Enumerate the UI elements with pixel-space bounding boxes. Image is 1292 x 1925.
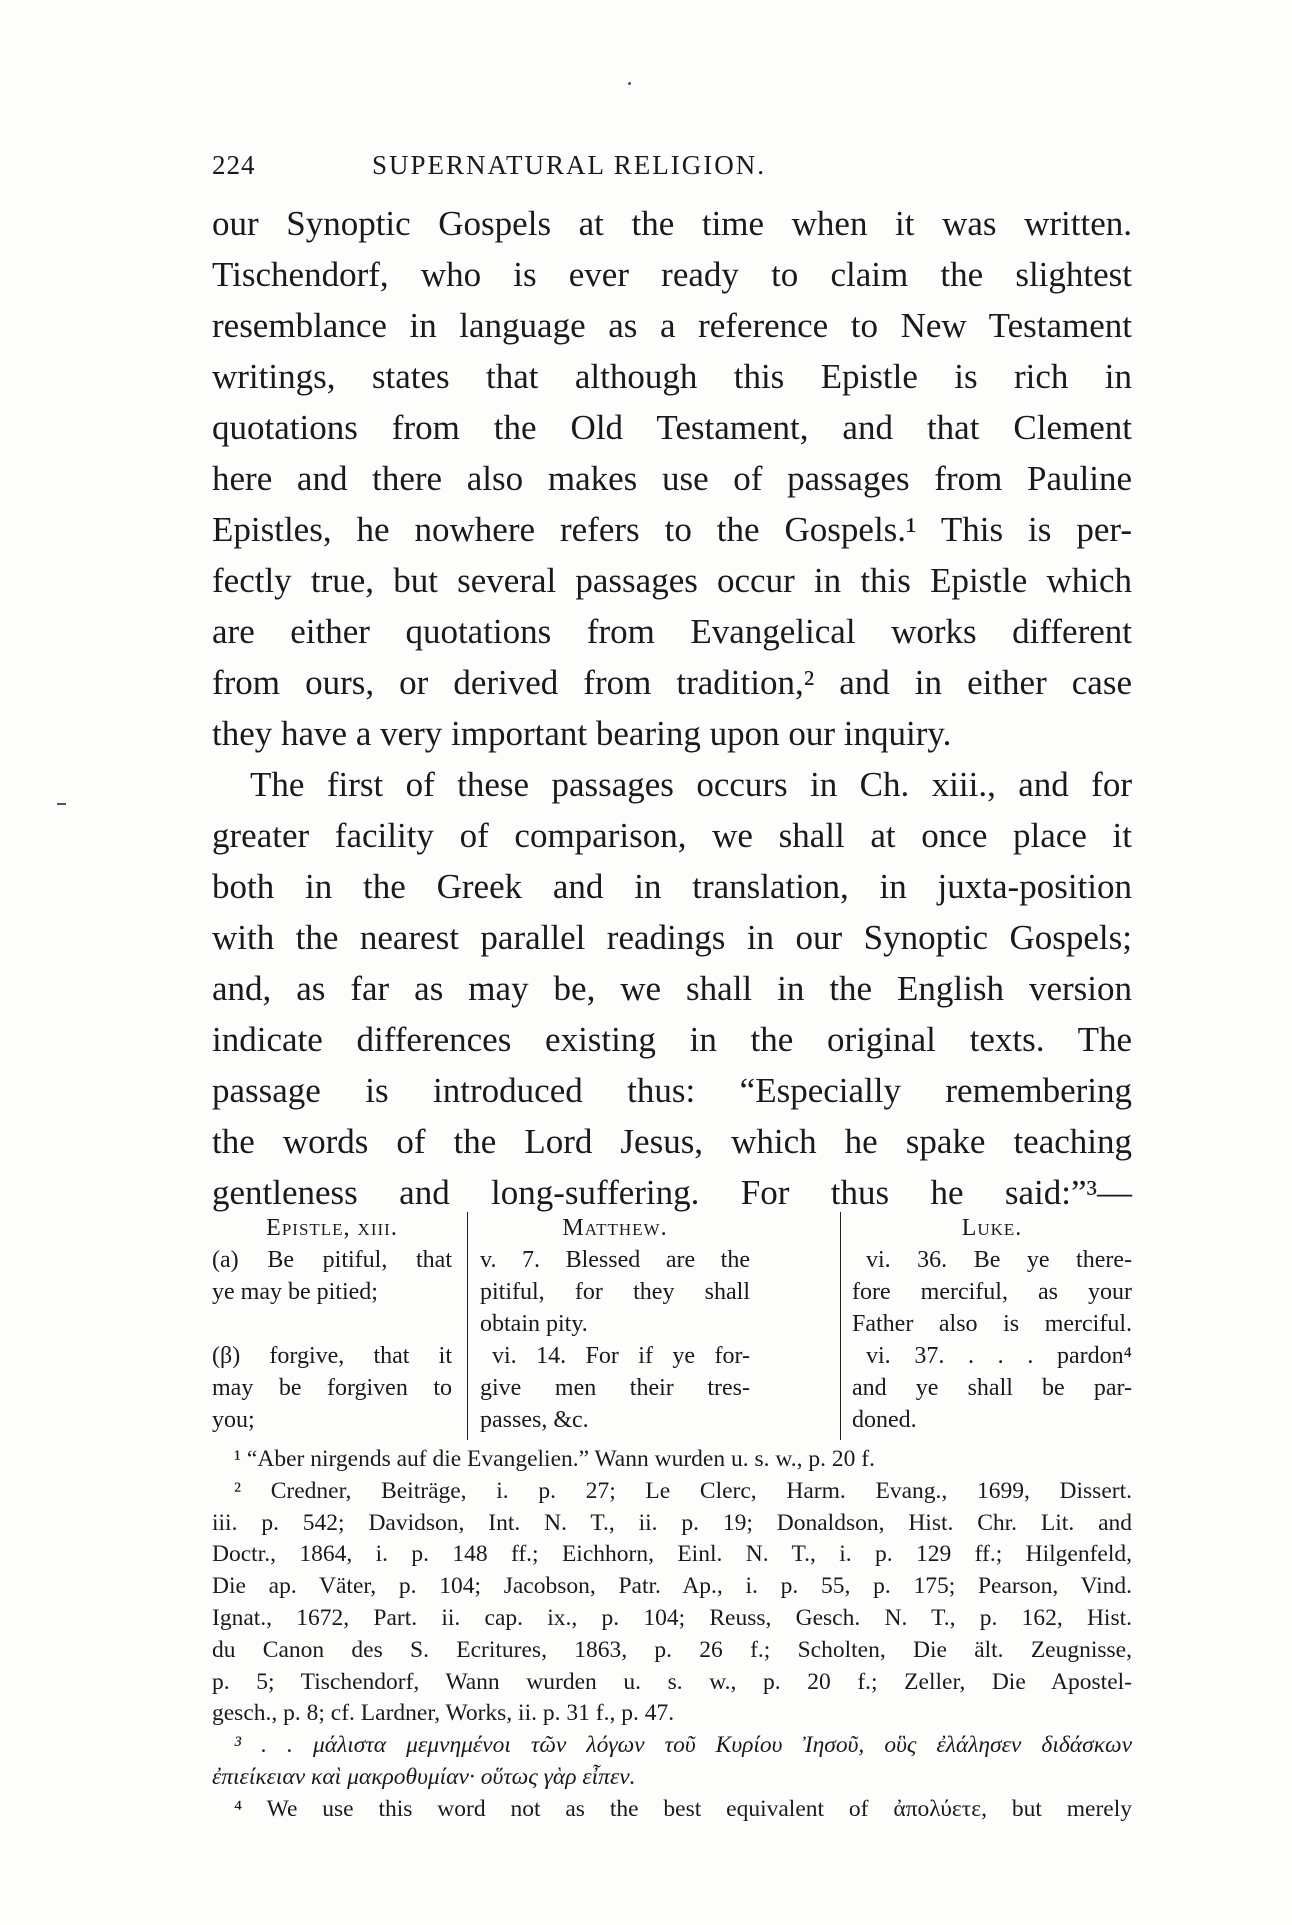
body-line: Epistles, he nowhere refers to the Gospels.¹ This is per- [212, 510, 1132, 549]
body-line: here and there also makes use of passages from Pauline [212, 459, 1132, 498]
column-rule [840, 1212, 841, 1440]
footnotes [212, 1444, 1132, 1826]
footnote-line: Die ap. Väter, p. 104; Jacobson, Patr. Ap., i. p. 55, p. 175; Pearson, Vind. [212, 1573, 1132, 1600]
body-line: passage is introduced thus: “Especially remembering [212, 1071, 1132, 1110]
running-title: SUPERNATURAL RELIGION. [372, 150, 766, 180]
body-line: from ours, or derived from tradition,² and in either case [212, 663, 1132, 702]
page-number: 224 [212, 150, 256, 180]
body-line: the words of the Lord Jesus, which he spake teaching [212, 1122, 1132, 1161]
footnote-line: gesch., p. 8; cf. Lardner, Works, ii. p. 31 f., p. 47. [212, 1700, 675, 1727]
body-line: indicate differences existing in the original texts. The [212, 1020, 1132, 1059]
column-line: v. 7. Blessed are the [480, 1247, 750, 1273]
body-line: resemblance in language as a reference to New Testament [212, 306, 1132, 345]
column-heading: Epistle, xiii. [266, 1215, 398, 1241]
print-speck [57, 803, 66, 805]
column-line: doned. [852, 1407, 917, 1433]
body-line: fectly true, but several passages occur in this Epistle which [212, 561, 1132, 600]
column-line: (β) forgive, that it [212, 1343, 452, 1369]
column-heading: Luke. [961, 1215, 1023, 1241]
column-line: passes, &c. [480, 1407, 589, 1433]
body-line: and, as far as may be, we shall in the English version [212, 969, 1132, 1008]
column-line: you; [212, 1407, 255, 1433]
column-line [212, 1308, 452, 1340]
body-text [212, 198, 1132, 1218]
parallel-columns [212, 1212, 1132, 1440]
column-luke [852, 1212, 1132, 1436]
body-line: our Synoptic Gospels at the time when it was written. [212, 204, 1132, 243]
body-line: with the nearest parallel readings in our Synoptic Gospels; [212, 918, 1132, 957]
column-line: fore merciful, as your [852, 1279, 1132, 1305]
body-line: Tischendorf, who is ever ready to claim the slightest [212, 255, 1132, 294]
column-line: vi. 37. . . . pardon⁴ [866, 1343, 1132, 1369]
body-line: gentleness and long-suffering. For thus he said:”³— [212, 1173, 1132, 1212]
column-line: vi. 36. Be ye there- [866, 1247, 1132, 1273]
footnote-line: Ignat., 1672, Part. ii. cap. ix., p. 104; Reuss, Gesch. N. T., p. 162, Hist. [212, 1604, 1132, 1631]
body-line: both in the Greek and in translation, in juxta-position [212, 867, 1132, 906]
column-line: give men their tres- [480, 1375, 750, 1401]
column-heading: Matthew. [562, 1215, 668, 1241]
column-matthew [480, 1212, 750, 1436]
footnote-line: Doctr., 1864, i. p. 148 ff.; Eichhorn, Einl. N. T., i. p. 129 ff.; Hilgenfeld, [212, 1541, 1132, 1568]
footnote-line: iii. p. 542; Davidson, Int. N. T., ii. p. 19; Donaldson, Hist. Chr. Lit. and [212, 1509, 1132, 1536]
body-line: greater facility of comparison, we shall at once place it [212, 816, 1132, 855]
body-line: writings, states that although this Epistle is rich in [212, 357, 1132, 396]
column-line: obtain pity. [480, 1311, 588, 1337]
column-rule [467, 1212, 468, 1440]
body-line: quotations from the Old Testament, and that Clement [212, 408, 1132, 447]
column-line: Father also is merciful. [852, 1311, 1132, 1337]
column-line: (a) Be pitiful, that [212, 1247, 452, 1273]
print-speck [628, 82, 631, 85]
column-line: vi. 14. For if ye for- [492, 1343, 750, 1369]
footnote-line: p. 5; Tischendorf, Wann wurden u. s. w., p. 20 f.; Zeller, Die Apostel- [212, 1668, 1132, 1695]
body-line: they have a very important bearing upon our inquiry. [212, 714, 952, 753]
column-line: ye may be pitied; [212, 1279, 378, 1305]
body-line: The first of these passages occurs in Ch. xiii., and for [250, 765, 1132, 804]
column-epistle [212, 1212, 452, 1436]
column-line: pitiful, for they shall [480, 1279, 750, 1305]
footnote-2: ² Credner, Beiträge, i. p. 27; Le Clerc, Harm. Evang., 1699, Dissert. [234, 1477, 1132, 1504]
running-head [212, 150, 1132, 190]
body-line: are either quotations from Evangelical works different [212, 612, 1132, 651]
footnote-3: ³ . . μάλιστα μεμνημένοι τῶν λόγων τοῦ Κυρίου Ἰησοῦ, οὓς ἐλάλησεν διδάσκων [234, 1732, 1132, 1759]
column-line: may be forgiven to [212, 1375, 452, 1401]
footnote-line: ἐπιείκειαν καὶ μακροθυμίαν· οὕτως γὰρ εἶπεν. [212, 1763, 636, 1790]
footnote-4: ⁴ We use this word not as the best equivalent of ἀπολύετε, but merely [234, 1795, 1132, 1822]
column-line: and ye shall be par- [852, 1375, 1132, 1401]
footnote-line: du Canon des S. Ecritures, 1863, p. 26 f.; Scholten, Die ält. Zeugnisse, [212, 1636, 1132, 1663]
footnote-1: ¹ “Aber nirgends auf die Evangelien.” Wann wurden u. s. w., p. 20 f. [234, 1446, 876, 1472]
